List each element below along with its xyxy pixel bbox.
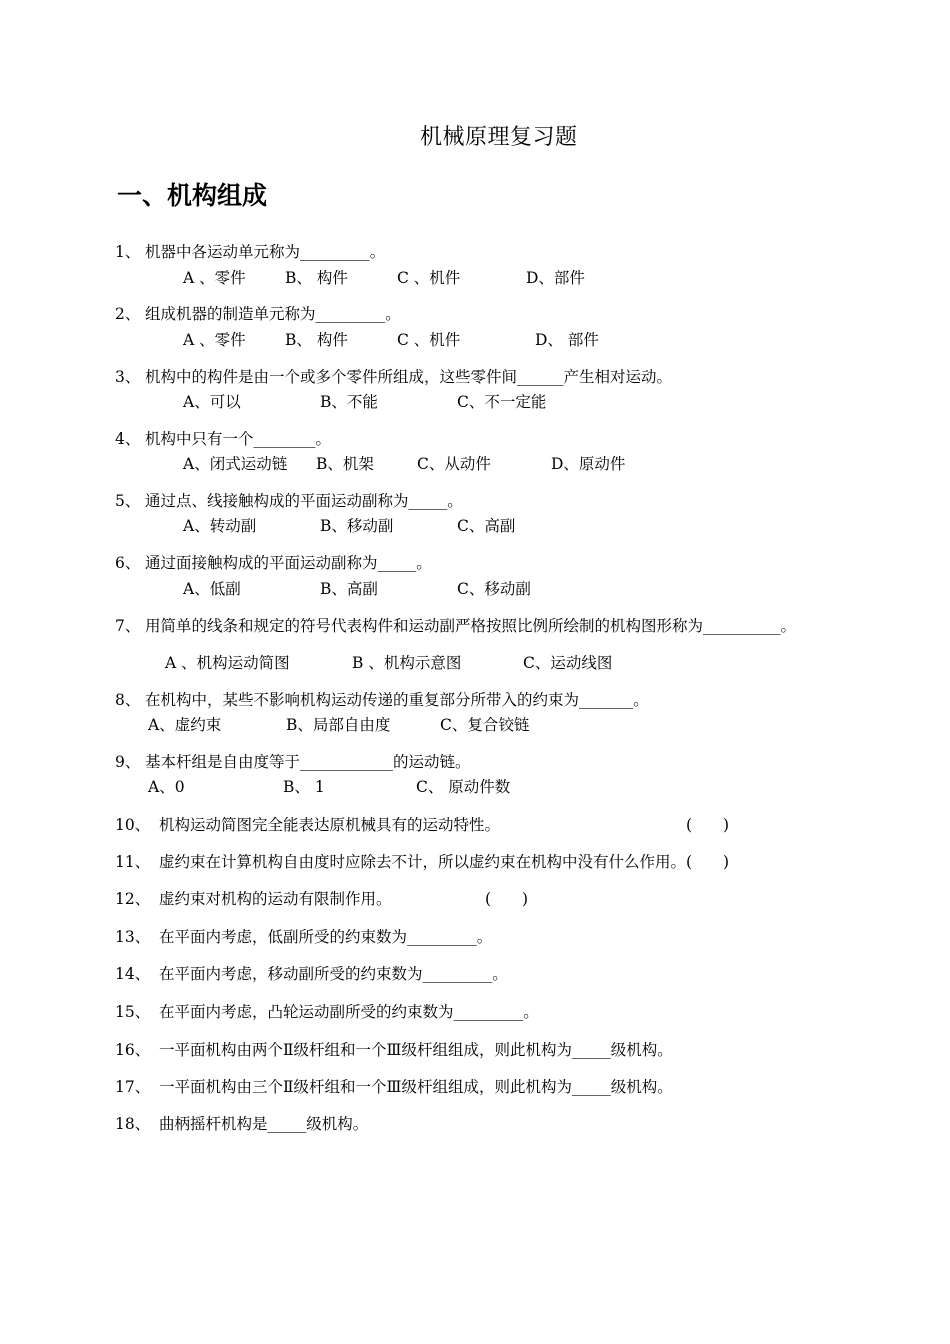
- option-c: C、 原动件数: [416, 778, 511, 796]
- question-text: 虚约束对机构的运动有限制作用。: [159, 890, 392, 908]
- option-c: C、不一定能: [457, 393, 547, 411]
- question-text: 通过面接触构成的平面运动副称为_____。: [145, 554, 432, 572]
- question-15: [115, 1000, 539, 1022]
- option-d: D、部件: [526, 269, 585, 287]
- answer-bracket: ( ): [485, 890, 529, 908]
- question-number: 11、: [115, 853, 151, 871]
- question-number: 6、: [115, 554, 141, 572]
- option-a: A 、机构运动简图: [165, 654, 290, 672]
- question-16: [115, 1038, 673, 1060]
- option-c: C、高副: [457, 517, 516, 535]
- option-b: B、 1: [283, 778, 325, 796]
- option-a: A、闭式运动链: [183, 455, 288, 473]
- option-b: B、不能: [320, 393, 378, 411]
- question-number: 4、: [115, 430, 141, 448]
- question-text: 一平面机构由三个Ⅱ级杆组和一个Ⅲ级杆组组成，则此机构为_____级机构。: [159, 1078, 673, 1096]
- option-c: C 、机件: [397, 269, 461, 287]
- question-number: 2、: [115, 305, 141, 323]
- question-11: [115, 850, 729, 872]
- question-1: [115, 240, 385, 262]
- option-a: A、0: [148, 778, 185, 796]
- question-number: 16、: [115, 1041, 151, 1059]
- section-heading: 一、机构组成: [117, 181, 268, 210]
- question-12: [115, 887, 392, 909]
- option-a: A、可以: [183, 393, 241, 411]
- document-title: 机械原理复习题: [420, 125, 578, 150]
- question-number: 1、: [115, 243, 141, 261]
- question-18: [115, 1112, 368, 1134]
- question-number: 7、: [115, 617, 141, 635]
- question-number: 9、: [115, 753, 141, 771]
- option-b: B 、机构示意图: [352, 654, 462, 672]
- question-2: [115, 302, 401, 324]
- question-9: [115, 750, 471, 772]
- question-8: [115, 688, 649, 710]
- question-number: 5、: [115, 492, 141, 510]
- question-text: 虚约束在计算机构自由度时应除去不计，所以虚约束在机构中没有什么作用。( ): [159, 853, 730, 871]
- option-a: A、转动副: [183, 517, 257, 535]
- question-3: [115, 365, 672, 387]
- question-6: [115, 551, 432, 573]
- option-b: B、 构件: [285, 331, 348, 349]
- option-b: B、高副: [320, 580, 378, 598]
- question-7: [115, 614, 796, 636]
- option-c: C 、机件: [397, 331, 461, 349]
- answer-bracket: ( ): [686, 816, 730, 834]
- question-text: 在平面内考虑，移动副所受的约束数为_________。: [159, 965, 508, 983]
- option-a: A、虚约束: [148, 716, 222, 734]
- question-13: [115, 925, 492, 947]
- question-text: 基本杆组是自由度等于____________的运动链。: [145, 753, 471, 771]
- option-c: C、复合铰链: [440, 716, 530, 734]
- option-a: A、低副: [183, 580, 241, 598]
- question-number: 8、: [115, 691, 141, 709]
- option-d: D、原动件: [551, 455, 626, 473]
- question-number: 14、: [115, 965, 151, 983]
- question-5: [115, 489, 463, 511]
- option-b: B、 构件: [285, 269, 348, 287]
- option-b: B、局部自由度: [286, 716, 391, 734]
- question-text: 机构中只有一个________。: [145, 430, 332, 448]
- question-number: 13、: [115, 928, 151, 946]
- question-number: 10、: [115, 816, 151, 834]
- question-text: 机构中的构件是由一个或多个零件所组成，这些零件间______产生相对运动。: [145, 368, 673, 386]
- question-text: 机器中各运动单元称为_________。: [145, 243, 386, 261]
- option-c: C、运动线图: [523, 654, 613, 672]
- question-number: 18、: [115, 1115, 151, 1133]
- question-10: [115, 813, 500, 835]
- question-number: 12、: [115, 890, 151, 908]
- option-d: D、 部件: [535, 331, 599, 349]
- question-number: 3、: [115, 368, 141, 386]
- option-c: C、移动副: [457, 580, 531, 598]
- option-b: B、移动副: [320, 517, 394, 535]
- question-text: 曲柄摇杆机构是_____级机构。: [159, 1115, 369, 1133]
- option-a: A 、零件: [183, 269, 246, 287]
- question-text: 在平面内考虑，低副所受的约束数为_________。: [159, 928, 493, 946]
- question-number: 17、: [115, 1078, 151, 1096]
- option-a: A 、零件: [183, 331, 246, 349]
- question-text: 一平面机构由两个Ⅱ级杆组和一个Ⅲ级杆组组成，则此机构为_____级机构。: [159, 1041, 673, 1059]
- question-text: 通过点、线接触构成的平面运动副称为_____。: [145, 492, 463, 510]
- question-text: 用简单的线条和规定的符号代表构件和运动副严格按照比例所绘制的机构图形称为__________。: [145, 617, 797, 635]
- question-14: [115, 962, 508, 984]
- question-text: 在平面内考虑，凸轮运动副所受的约束数为_________。: [159, 1003, 539, 1021]
- question-4: [115, 427, 331, 449]
- question-text: 机构运动简图完全能表达原机械具有的运动特性。: [159, 816, 501, 834]
- question-text: 组成机器的制造单元称为_________。: [145, 305, 401, 323]
- option-b: B、机架: [316, 455, 374, 473]
- option-c: C、从动件: [417, 455, 491, 473]
- question-17: [115, 1075, 673, 1097]
- question-number: 15、: [115, 1003, 151, 1021]
- question-text: 在机构中，某些不影响机构运动传递的重复部分所带入的约束为_______。: [145, 691, 649, 709]
